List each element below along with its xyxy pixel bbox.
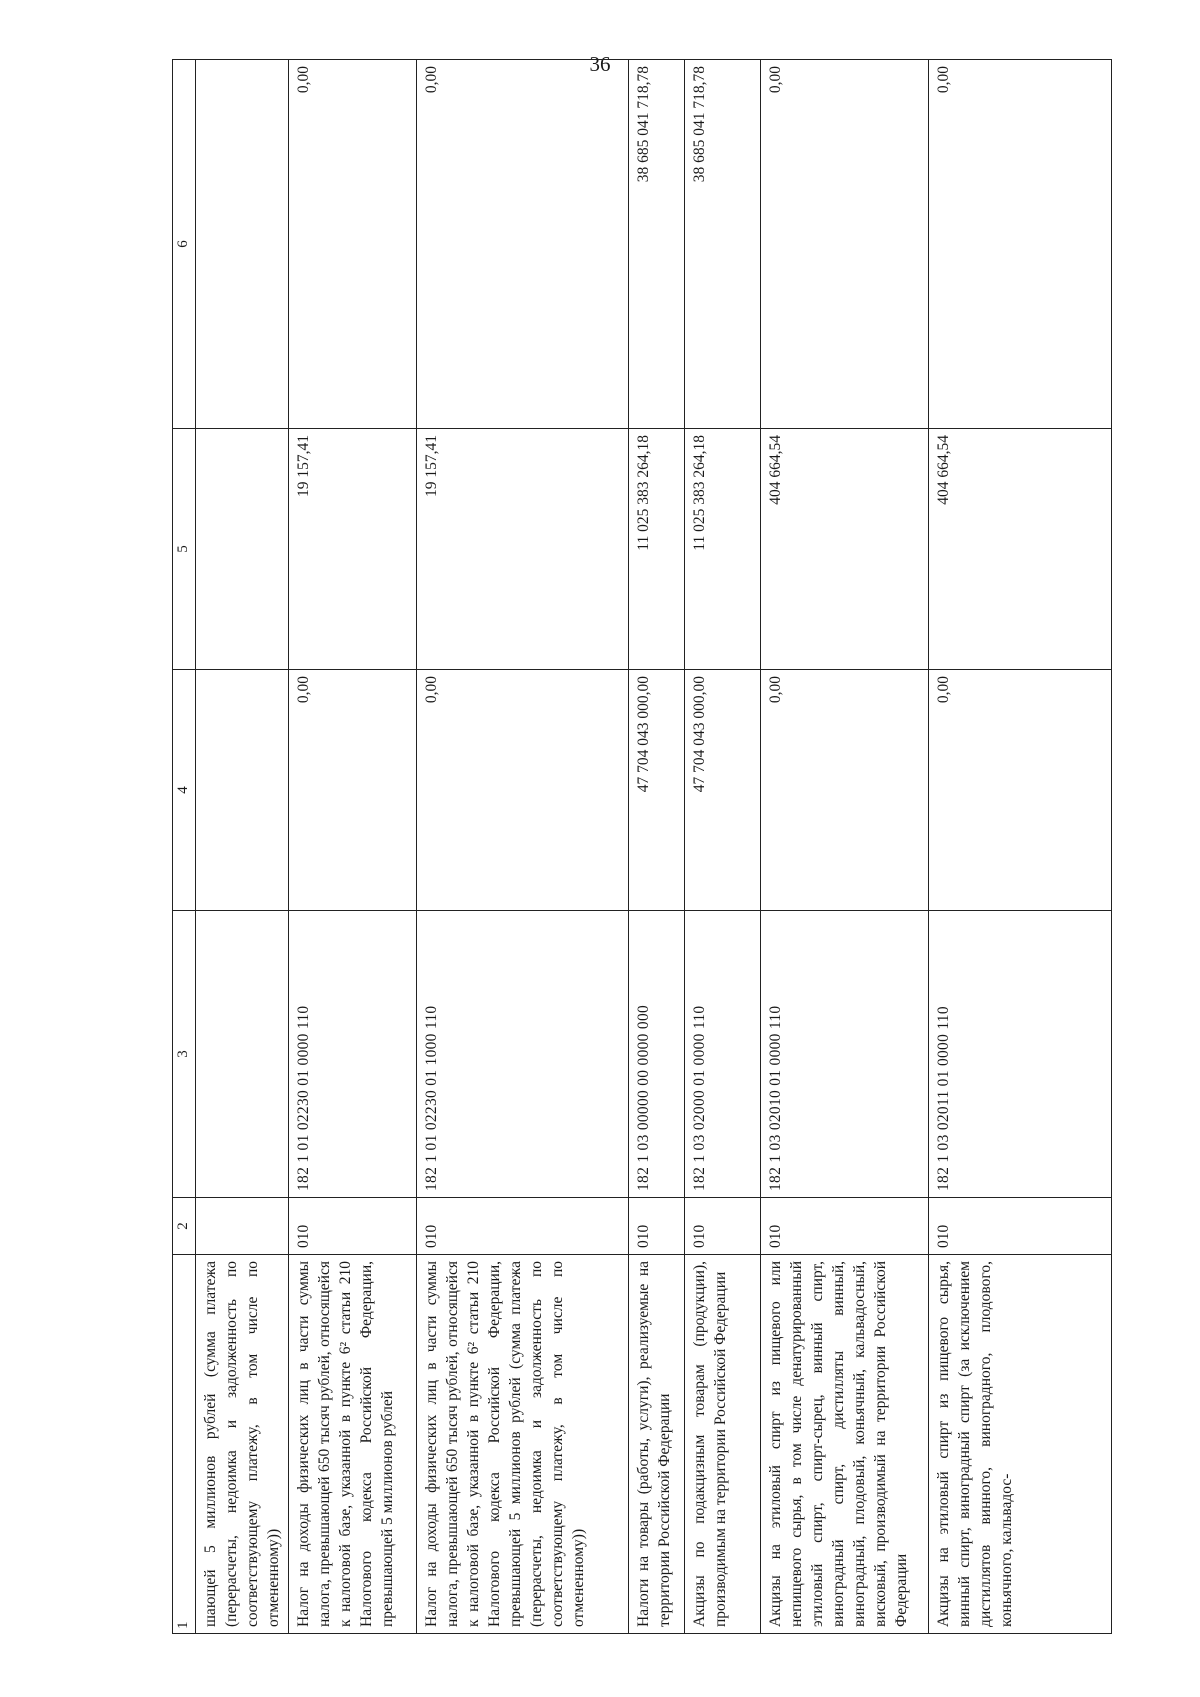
row-line-code: 010 <box>929 1198 1112 1255</box>
header-col-4: 4 <box>173 670 196 911</box>
row-name: Налог на доходы физических лиц в части суммы налога, превышающей 650 тысяч рублей, относящейся к налоговой базе, указанной в пункте 6² статьи 210 Налогового кодекса Российской Федерации, превышающей 5 миллионов рублей (сумма платежа (перерасчеты, недоимка и задолженность по соответствующему платежу, в том числе по отмененному)) <box>417 1255 629 1634</box>
table-row <box>196 60 289 1634</box>
row-classification-code: 182 1 01 02230 01 1000 110 <box>417 911 629 1198</box>
row-value-4: 0,00 <box>417 670 629 911</box>
row-value-6: 0,00 <box>929 60 1112 429</box>
row-value-4: 0,00 <box>289 670 417 911</box>
table-row <box>629 60 685 1634</box>
row-value-5: 19 157,41 <box>289 429 417 670</box>
row-name: Акцизы на этиловый спирт из пищевого или непищевого сырья, в том числе денатурированный этиловый спирт, спирт-сырец, винный спирт, виноградный спирт, дистилляты винный, виноградный, плодовый, коньячный, кальвадосный, висковый, производимый на территории Российской Федерации <box>761 1255 929 1634</box>
row-value-6: 38 685 041 718,78 <box>629 60 685 429</box>
row-name: Акцизы на этиловый спирт из пищевого сырья, винный спирт, виноградный спирт (за исключением дистиллятов винного, виноградного, плодового, коньячного, кальвадос- <box>929 1255 1112 1634</box>
table-row <box>685 60 761 1634</box>
row-classification-code: 182 1 03 02010 01 0000 110 <box>761 911 929 1198</box>
row-name: Акцизы по подакцизным товарам (продукции), производимым на территории Российской Федерации <box>685 1255 761 1634</box>
table-row <box>417 60 629 1634</box>
row-name: шающей 5 миллионов рублей (сумма платежа (перерасчеты, недоимка и задолженность по соответствующему платежу, в том числе по отмененному)) <box>196 1255 289 1634</box>
row-value-4: 0,00 <box>761 670 929 911</box>
table-header-row <box>173 60 196 1634</box>
row-value-6: 0,00 <box>417 60 629 429</box>
header-col-6: 6 <box>173 60 196 429</box>
row-name: Налоги на товары (работы, услуги), реализуемые на территории Российской Федерации <box>629 1255 685 1634</box>
row-value-5: 404 664,54 <box>761 429 929 670</box>
row-value-5: 19 157,41 <box>417 429 629 670</box>
row-value-5: 11 025 383 264,18 <box>685 429 761 670</box>
row-classification-code: 182 1 03 02011 01 0000 110 <box>929 911 1112 1198</box>
row-value-4: 47 704 043 000,00 <box>629 670 685 911</box>
row-value-5: 11 025 383 264,18 <box>629 429 685 670</box>
row-value-5 <box>196 429 289 670</box>
table-row <box>929 60 1112 1634</box>
row-line-code: 010 <box>761 1198 929 1255</box>
revenue-table <box>172 59 1112 1634</box>
row-value-6: 0,00 <box>289 60 417 429</box>
table-row <box>289 60 417 1634</box>
row-value-5: 404 664,54 <box>929 429 1112 670</box>
row-line-code: 010 <box>629 1198 685 1255</box>
row-value-6 <box>196 60 289 429</box>
row-line-code: 010 <box>685 1198 761 1255</box>
rotated-table-wrapper <box>172 66 1112 1634</box>
header-col-3: 3 <box>173 911 196 1198</box>
row-line-code <box>196 1198 289 1255</box>
page-number: 36 <box>589 52 611 76</box>
table-row <box>761 60 929 1634</box>
row-classification-code: 182 1 03 02000 01 0000 110 <box>685 911 761 1198</box>
row-value-6: 0,00 <box>761 60 929 429</box>
row-classification-code: 182 1 01 02230 01 0000 110 <box>289 911 417 1198</box>
row-classification-code <box>196 911 289 1198</box>
row-line-code: 010 <box>417 1198 629 1255</box>
row-classification-code: 182 1 03 00000 00 0000 000 <box>629 911 685 1198</box>
row-name: Налог на доходы физических лиц в части суммы налога, превышающей 650 тысяч рублей, относящейся к налоговой базе, указанной в пункте 6² статьи 210 Налогового кодекса Российской Федерации, превышающей 5 миллионов рублей <box>289 1255 417 1634</box>
row-value-6: 38 685 041 718,78 <box>685 60 761 429</box>
row-value-4 <box>196 670 289 911</box>
row-value-4: 47 704 043 000,00 <box>685 670 761 911</box>
row-value-4: 0,00 <box>929 670 1112 911</box>
header-col-2: 2 <box>173 1198 196 1255</box>
row-line-code: 010 <box>289 1198 417 1255</box>
header-col-1: 1 <box>173 1255 196 1634</box>
header-col-5: 5 <box>173 429 196 670</box>
